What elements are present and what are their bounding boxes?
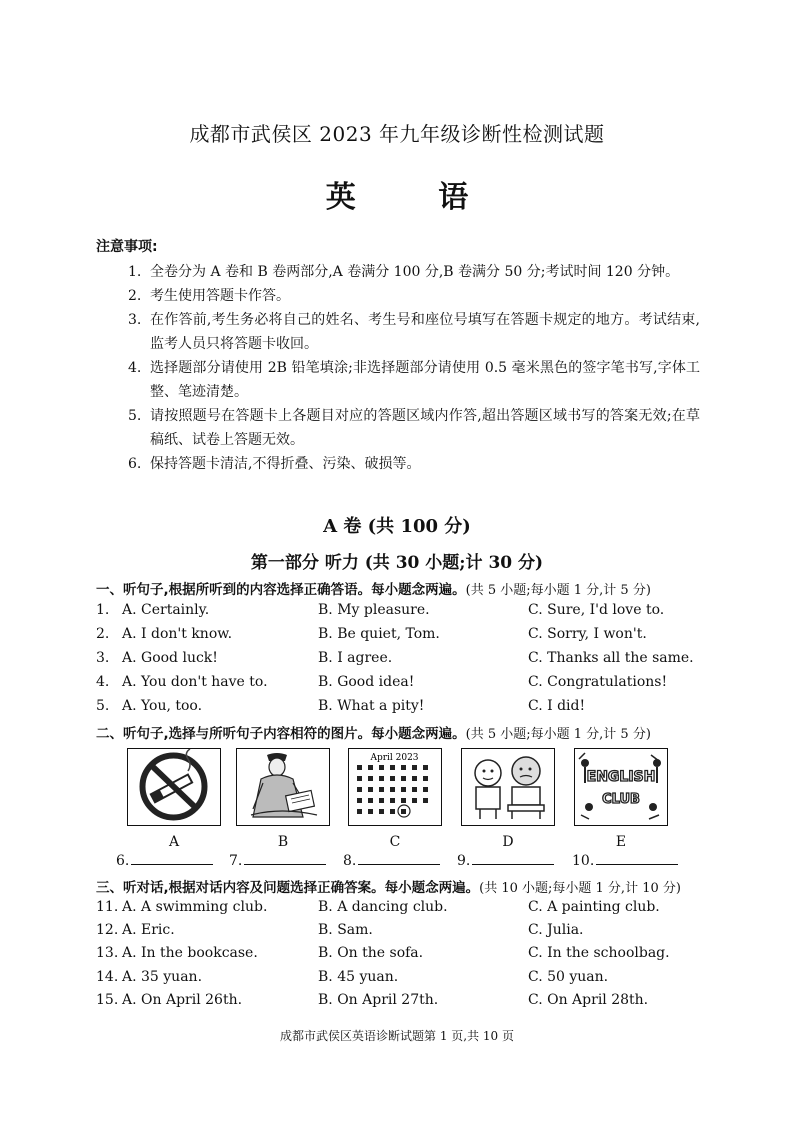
option-c[interactable]: C. Congratulations! [528,674,668,690]
answer-blank[interactable] [343,850,440,869]
option-c[interactable]: C. Julia. [528,922,584,938]
option-c[interactable]: C. In the schoolbag. [528,945,670,961]
picture-label: A [168,834,180,850]
section1-heading [96,578,651,598]
answer-blank[interactable] [229,850,326,869]
notice-item [128,404,700,452]
option-a[interactable]: A. You don't have to. [122,674,268,690]
notice-heading: 注意事项: [96,239,158,255]
picture-label: D [502,834,514,850]
option-a[interactable]: A. A swimming club. [122,899,268,915]
option-a[interactable]: A. Certainly. [122,602,210,618]
calendar-caption: April 2023 [370,753,419,763]
option-b[interactable]: B. Sam. [318,922,373,938]
question-row [96,602,706,624]
notice-text: 选择题部分请使用 2B 铅笔填涂;非选择题部分请使用 0.5 毫米黑色的签字笔书写,字体工整、笔迹清楚。 [150,360,700,400]
notice-item [128,284,700,308]
page-footer: 成都市武侯区英语诊断试题第 1 页,共 10 页 [280,1029,514,1043]
notice-text: 保持答题卡清洁,不得折叠、污染、破损等。 [150,456,421,472]
option-a[interactable]: A. You, too. [122,698,203,714]
poet-reading-icon [237,749,328,824]
question-number: 1. [96,602,110,618]
club-sign-text: CLUB [602,792,640,807]
notice-number: 5. [128,408,142,424]
option-b[interactable]: B. I agree. [318,650,393,666]
section3-score-note: (共 10 小题;每小题 1 分,计 10 分) [479,881,681,896]
part-a-heading: A 卷 (共 100 分) [323,516,471,537]
option-b[interactable]: B. My pleasure. [318,602,430,618]
option-c[interactable]: C. Thanks all the same. [528,650,694,666]
notice-number: 1. [128,264,142,280]
section2-heading [96,722,651,742]
question-row [96,945,706,967]
option-b[interactable]: B. What a pity! [318,698,425,714]
answer-blank[interactable] [457,850,554,869]
picture-b [236,748,330,826]
question-number: 4. [96,674,110,690]
club-sign-text: ENGLISH [586,769,656,785]
notice-item [128,308,700,356]
question-number: 5. [96,698,110,714]
question-number: 12. [96,922,119,938]
option-b[interactable]: B. A dancing club. [318,899,448,915]
notice-text: 全卷分为 A 卷和 B 卷两部分,A 卷满分 100 分,B 卷满分 50 分;考试时间 120 分钟。 [150,264,680,280]
section3-heading [96,876,681,896]
blank-number: 9. [457,853,471,869]
question-number: 13. [96,945,119,961]
section3-heading-text: 三、听对话,根据对话内容及问题选择正确答案。每小题念两遍。 [96,880,480,896]
question-row [96,626,706,648]
english-club-icon [575,749,666,824]
blank-number: 10. [572,853,595,869]
answer-blanks [96,850,696,872]
question-number: 14. [96,969,119,985]
notice-item [128,356,700,404]
question-number: 2. [96,626,110,642]
calendar-icon [349,749,440,824]
question-row [96,650,706,672]
notice-text: 请按照题号在答题卡上各题目对应的答题区域内作答,超出答题区域书写的答案无效;在草稿纸、试卷上答题无效。 [150,408,700,448]
notice-number: 3. [128,312,142,328]
option-a[interactable]: A. In the bookcase. [122,945,258,961]
option-b[interactable]: B. Be quiet, Tom. [318,626,440,642]
option-a[interactable]: A. On April 26th. [122,992,243,1008]
option-a[interactable]: A. 35 yuan. [122,969,203,985]
option-a[interactable]: A. Good luck! [122,650,218,666]
option-b[interactable]: B. Good idea! [318,674,415,690]
answer-blank[interactable] [572,850,678,869]
option-b[interactable]: B. On April 27th. [318,992,439,1008]
two-people-talking-icon [462,749,553,824]
picture-a [127,748,221,826]
blank-number: 6. [116,853,130,869]
picture-d [461,748,555,826]
option-a[interactable]: A. I don't know. [122,626,233,642]
option-c[interactable]: C. On April 28th. [528,992,649,1008]
option-a[interactable]: A. Eric. [122,922,175,938]
option-b[interactable]: B. On the sofa. [318,945,424,961]
answer-blank[interactable] [116,850,213,869]
blank-number: 7. [229,853,243,869]
notice-item [128,452,700,476]
question-number: 15. [96,992,119,1008]
notice-list [128,260,700,476]
notice-number: 4. [128,360,142,376]
question-row [96,698,706,720]
question-number: 3. [96,650,110,666]
question-row [96,992,706,1014]
picture-label: E [615,834,627,850]
option-b[interactable]: B. 45 yuan. [318,969,399,985]
notice-item [128,260,700,284]
blank-number: 8. [343,853,357,869]
section1-score-note: (共 5 小题;每小题 1 分,计 5 分) [465,583,651,598]
option-c[interactable]: C. A painting club. [528,899,660,915]
part-one-heading: 第一部分 听力 (共 30 小题;计 30 分) [250,553,544,573]
section1-heading-text: 一、听句子,根据所听到的内容选择正确答语。每小题念两遍。 [96,582,466,598]
section2-score-note: (共 5 小题;每小题 1 分,计 5 分) [465,727,651,742]
question-row [96,674,706,696]
picture-e [574,748,668,826]
option-c[interactable]: C. 50 yuan. [528,969,609,985]
notice-text: 在作答前,考生务必将自己的姓名、考生号和座位号填写在答题卡规定的地方。考试结束,监考人员只将答题卡收回。 [150,312,700,352]
notice-text: 考生使用答题卡作答。 [150,288,290,304]
subject-title: 英 语 [325,180,505,215]
option-c[interactable]: C. Sorry, I won't. [528,626,647,642]
question-row [96,899,706,921]
question-row [96,922,706,944]
no-smoking-icon [128,749,219,824]
picture-label: C [389,834,401,850]
option-c[interactable]: C. Sure, I'd love to. [528,602,665,618]
option-c[interactable]: C. I did! [528,698,586,714]
picture-label: B [277,834,289,850]
section2-heading-text: 二、听句子,选择与所听句子内容相符的图片。每小题念两遍。 [96,726,466,742]
notice-number: 2. [128,288,142,304]
question-row [96,969,706,991]
question-number: 11. [96,899,119,915]
notice-number: 6. [128,456,142,472]
picture-c [348,748,442,826]
exam-title: 成都市武侯区 2023 年九年级诊断性检测试题 [189,122,605,146]
